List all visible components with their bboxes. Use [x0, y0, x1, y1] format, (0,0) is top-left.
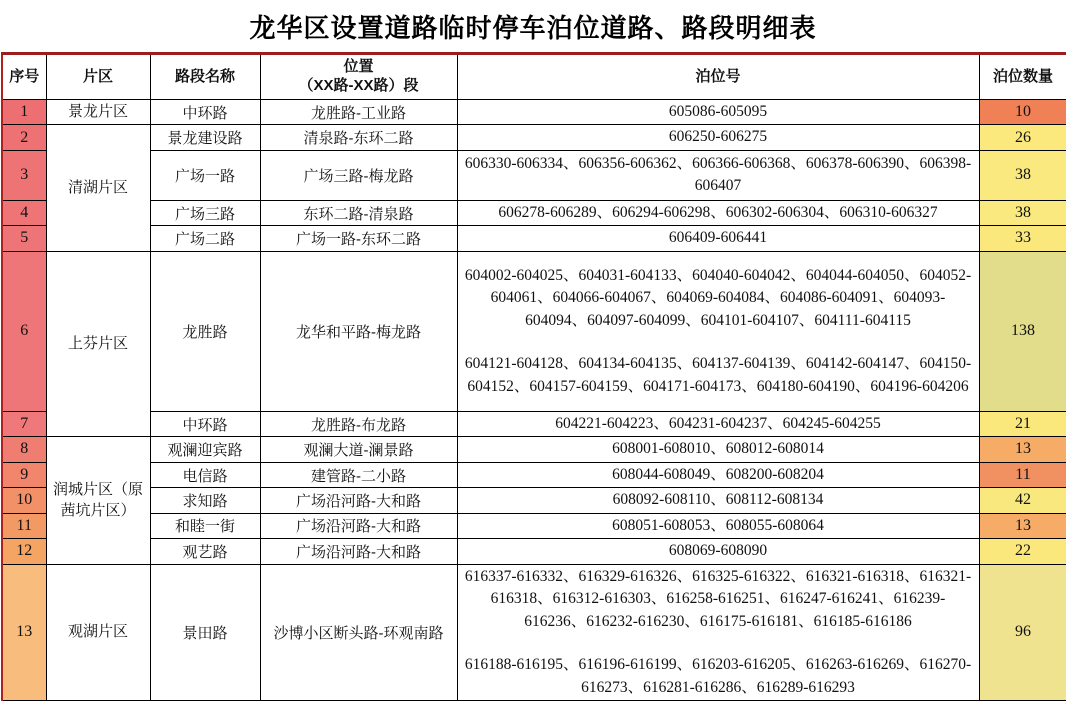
serial-cell: 3 — [2, 150, 46, 200]
header-location-line1: 位置 — [343, 58, 374, 76]
serial-cell: 5 — [2, 226, 46, 251]
table-row — [2, 437, 1066, 462]
berth-ids-cell: 606409-606441 — [457, 226, 979, 251]
district-cell: 景龙片区 — [46, 100, 150, 125]
berth-count-cell: 13 — [979, 437, 1066, 462]
berth-count-cell: 138 — [979, 251, 1066, 411]
berth-ids-cell: 606330-606334、606356-606362、606366-606368、606378-606390、606398-606407 — [457, 150, 979, 200]
berth-ids-cell: 606250-606275 — [457, 125, 979, 150]
location-cell: 观澜大道-澜景路 — [260, 437, 457, 462]
table-row — [2, 100, 1066, 125]
berth-ids-paragraph: 616337-616332、616329-616326、616325-616322、616321-616318、616321-616318、616312-616303、616258-616251、616247-616241、616239-616236、616232-616230、616175-616181、616185-616186 — [464, 567, 972, 630]
berth-ids-paragraph: 604121-604128、604134-604135、604137-604139、604142-604147、604150-604152、604157-604159、604171-604173、604180-604190、604196-604206 — [464, 355, 972, 395]
location-cell: 广场沿河路-大和路 — [260, 539, 457, 564]
district-cell: 润城片区（原茜坑片区） — [46, 437, 150, 564]
location-cell: 建管路-二小路 — [260, 462, 457, 487]
location-cell: 龙胜路-工业路 — [260, 100, 457, 125]
serial-cell: 1 — [2, 100, 46, 125]
location-cell: 广场一路-东环二路 — [260, 226, 457, 251]
location-cell: 龙胜路-布龙路 — [260, 411, 457, 436]
district-cell: 上芬片区 — [46, 251, 150, 436]
berth-ids-cell: 606278-606289、606294-606298、606302-606304、606310-606327 — [457, 200, 979, 225]
berth-ids-cell — [457, 564, 979, 700]
road-cell: 广场二路 — [150, 226, 260, 251]
location-cell: 广场三路-梅龙路 — [260, 150, 457, 200]
road-cell: 电信路 — [150, 462, 260, 487]
berth-count-cell: 96 — [979, 564, 1066, 700]
table-row — [2, 200, 1066, 225]
road-cell: 广场三路 — [150, 200, 260, 225]
berth-ids-cell: 608051-608053、608055-608064 — [457, 513, 979, 538]
serial-cell: 13 — [2, 564, 46, 700]
header-district: 片区 — [46, 54, 150, 100]
header-serial: 序号 — [2, 54, 46, 100]
berth-count-cell: 22 — [979, 539, 1066, 564]
road-cell: 广场一路 — [150, 150, 260, 200]
table-row — [2, 411, 1066, 436]
road-cell: 和睦一街 — [150, 513, 260, 538]
berth-count-cell: 33 — [979, 226, 1066, 251]
berth-ids-cell: 608092-608110、608112-608134 — [457, 488, 979, 513]
table-row — [2, 150, 1066, 200]
district-cell: 观湖片区 — [46, 564, 150, 700]
table-row — [2, 564, 1066, 700]
table-row — [2, 226, 1066, 251]
berth-count-cell: 11 — [979, 462, 1066, 487]
header-location — [260, 54, 457, 100]
location-cell: 清泉路-东环二路 — [260, 125, 457, 150]
berth-ids-cell: 605086-605095 — [457, 100, 979, 125]
location-cell: 龙华和平路-梅龙路 — [260, 251, 457, 411]
serial-cell: 6 — [2, 251, 46, 411]
berth-ids-paragraph: 604002-604025、604031-604133、604040-604042、604044-604050、604052-604061、604066-604067、604069-604084、604086-604091、604093-604094、604097-604099、604101-604107、604111-604115 — [464, 266, 972, 329]
table-row — [2, 488, 1066, 513]
location-cell: 广场沿河路-大和路 — [260, 513, 457, 538]
header-berth-ids: 泊位号 — [457, 54, 979, 100]
berth-ids-cell: 608001-608010、608012-608014 — [457, 437, 979, 462]
berth-ids-cell: 608069-608090 — [457, 539, 979, 564]
table-row — [2, 462, 1066, 487]
road-cell: 中环路 — [150, 100, 260, 125]
berth-count-cell: 42 — [979, 488, 1066, 513]
berth-count-cell: 10 — [979, 100, 1066, 125]
table-header-row — [2, 54, 1066, 100]
berth-count-cell: 26 — [979, 125, 1066, 150]
road-cell: 求知路 — [150, 488, 260, 513]
header-road: 路段名称 — [150, 54, 260, 100]
serial-cell: 2 — [2, 125, 46, 150]
district-cell: 清湖片区 — [46, 125, 150, 251]
serial-cell: 7 — [2, 411, 46, 436]
header-location-line2: （XX路-XX路）段 — [298, 77, 419, 94]
table-row — [2, 513, 1066, 538]
berth-ids-cell — [457, 251, 979, 411]
serial-cell: 12 — [2, 539, 46, 564]
location-cell: 沙博小区断头路-环观南路 — [260, 564, 457, 700]
serial-cell: 11 — [2, 513, 46, 538]
table-row — [2, 251, 1066, 411]
table-row — [2, 125, 1066, 150]
serial-cell: 8 — [2, 437, 46, 462]
road-cell: 龙胜路 — [150, 251, 260, 411]
berth-count-cell: 38 — [979, 150, 1066, 200]
road-cell: 观艺路 — [150, 539, 260, 564]
header-berth-count: 泊位数量 — [979, 54, 1066, 100]
serial-cell: 4 — [2, 200, 46, 225]
berth-count-cell: 13 — [979, 513, 1066, 538]
serial-cell: 10 — [2, 488, 46, 513]
location-cell: 东环二路-清泉路 — [260, 200, 457, 225]
berth-count-cell: 38 — [979, 200, 1066, 225]
page-title: 龙华区设置道路临时停车泊位道路、路段明细表 — [249, 12, 817, 43]
road-cell: 观澜迎宾路 — [150, 437, 260, 462]
road-cell: 景田路 — [150, 564, 260, 700]
road-cell: 景龙建设路 — [150, 125, 260, 150]
berth-ids-paragraph: 616188-616195、616196-616199、616203-616205、616263-616269、616270-616273、616281-616286、616289-616293 — [464, 656, 972, 696]
berth-count-cell: 21 — [979, 411, 1066, 436]
location-cell: 广场沿河路-大和路 — [260, 488, 457, 513]
parking-table — [1, 52, 1066, 701]
serial-cell: 9 — [2, 462, 46, 487]
table-row — [2, 539, 1066, 564]
berth-ids-cell: 604221-604223、604231-604237、604245-604255 — [457, 411, 979, 436]
road-cell: 中环路 — [150, 411, 260, 436]
berth-ids-cell: 608044-608049、608200-608204 — [457, 462, 979, 487]
